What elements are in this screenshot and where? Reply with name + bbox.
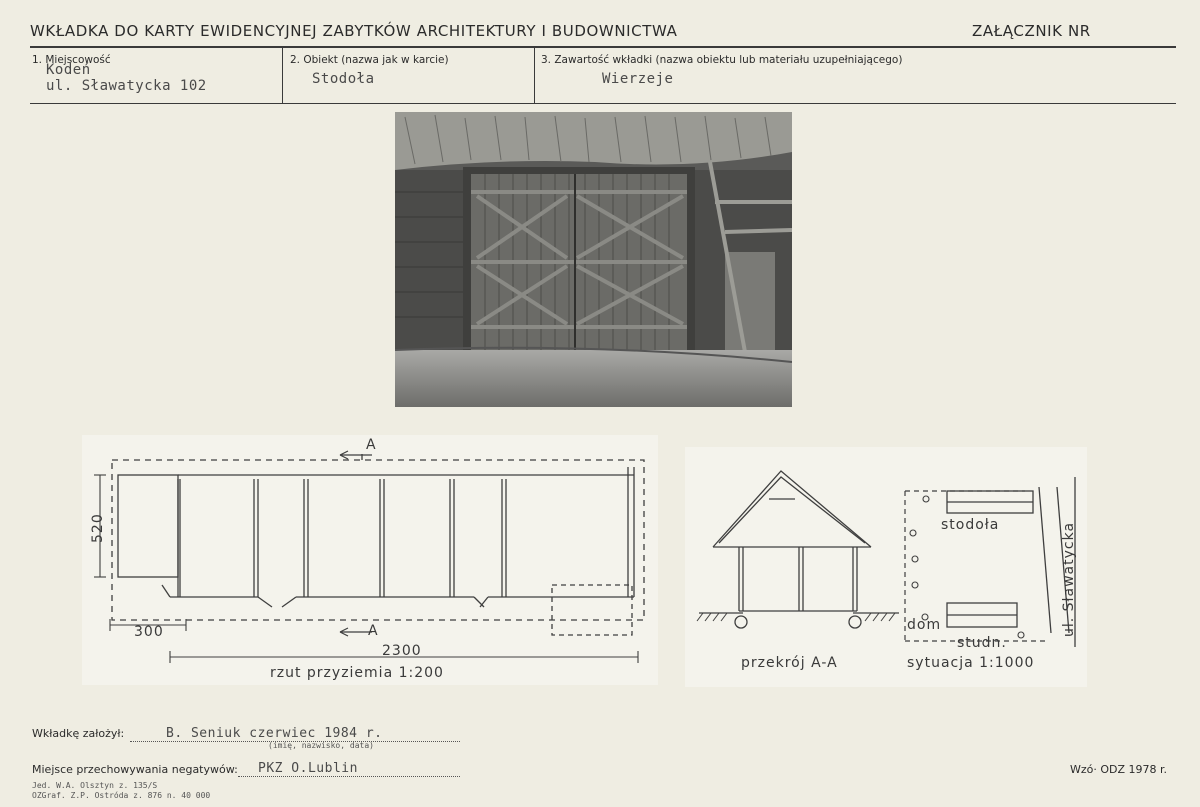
plan-width-dimension: 520	[90, 513, 106, 543]
header-rule	[30, 46, 1176, 48]
barn-door-photo	[395, 112, 792, 407]
section-caption: przekrój A-A	[741, 655, 838, 671]
section-marker-top: A	[366, 437, 377, 453]
plan-offset-dimension: 300	[134, 624, 164, 640]
locality-label: 1. Miejscowość	[32, 54, 111, 66]
section-marker-bottom: A	[368, 623, 379, 639]
field-row-rule	[30, 103, 1176, 104]
content-value: Wierzeje	[602, 71, 674, 87]
object-label: 2. Obiekt (nazwa jak w karcie)	[290, 54, 449, 66]
street-address-value: ul. Sławatycka 102	[46, 78, 207, 94]
print-info-line-1: Jed. W.A. Olsztyn z. 135/S	[32, 781, 158, 790]
locality-value: Kodeń	[46, 62, 91, 78]
founded-by-hint: (imię, nazwisko, data)	[268, 741, 374, 750]
object-value: Stodoła	[312, 71, 375, 87]
section-and-site-drawing	[685, 447, 1087, 687]
site-label-street: ul. Sławatycka	[1061, 521, 1077, 637]
negatives-location-value: PKZ O.Lublin	[258, 761, 358, 776]
site-label-house: dom	[907, 617, 942, 633]
site-caption: sytuacja 1:1000	[907, 655, 1035, 671]
annex-number-label: ZAŁĄCZNIK NR	[972, 22, 1091, 40]
form-title: WKŁADKA DO KARTY EWIDENCYJNEJ ZABYTKÓW ARCHITEKTURY I BUDOWNICTWA	[30, 22, 678, 40]
plan-length-dimension: 2300	[382, 643, 422, 659]
content-label: 3. Zawartość wkładki (nazwa obiektu lub materiału uzupełniającego)	[541, 54, 903, 66]
site-label-well: studn.	[957, 635, 1007, 651]
field-divider-1	[282, 48, 283, 103]
print-info-line-2: OZGraf. Z.P. Ostróda z. 876 n. 40 000	[32, 791, 211, 800]
founded-by-label: Wkładkę założył:	[32, 727, 125, 740]
form-code: Wzó· ODZ 1978 r.	[1070, 763, 1168, 776]
founded-by-value: B. Seniuk czerwiec 1984 r.	[166, 726, 383, 741]
negatives-location-label: Miejsce przechowywania negatywów:	[32, 763, 238, 776]
plan-caption: rzut przyziemia 1:200	[270, 665, 444, 681]
site-label-barn: stodoła	[941, 517, 1000, 533]
field-divider-2	[534, 48, 535, 103]
ground-floor-plan-drawing	[82, 435, 658, 685]
